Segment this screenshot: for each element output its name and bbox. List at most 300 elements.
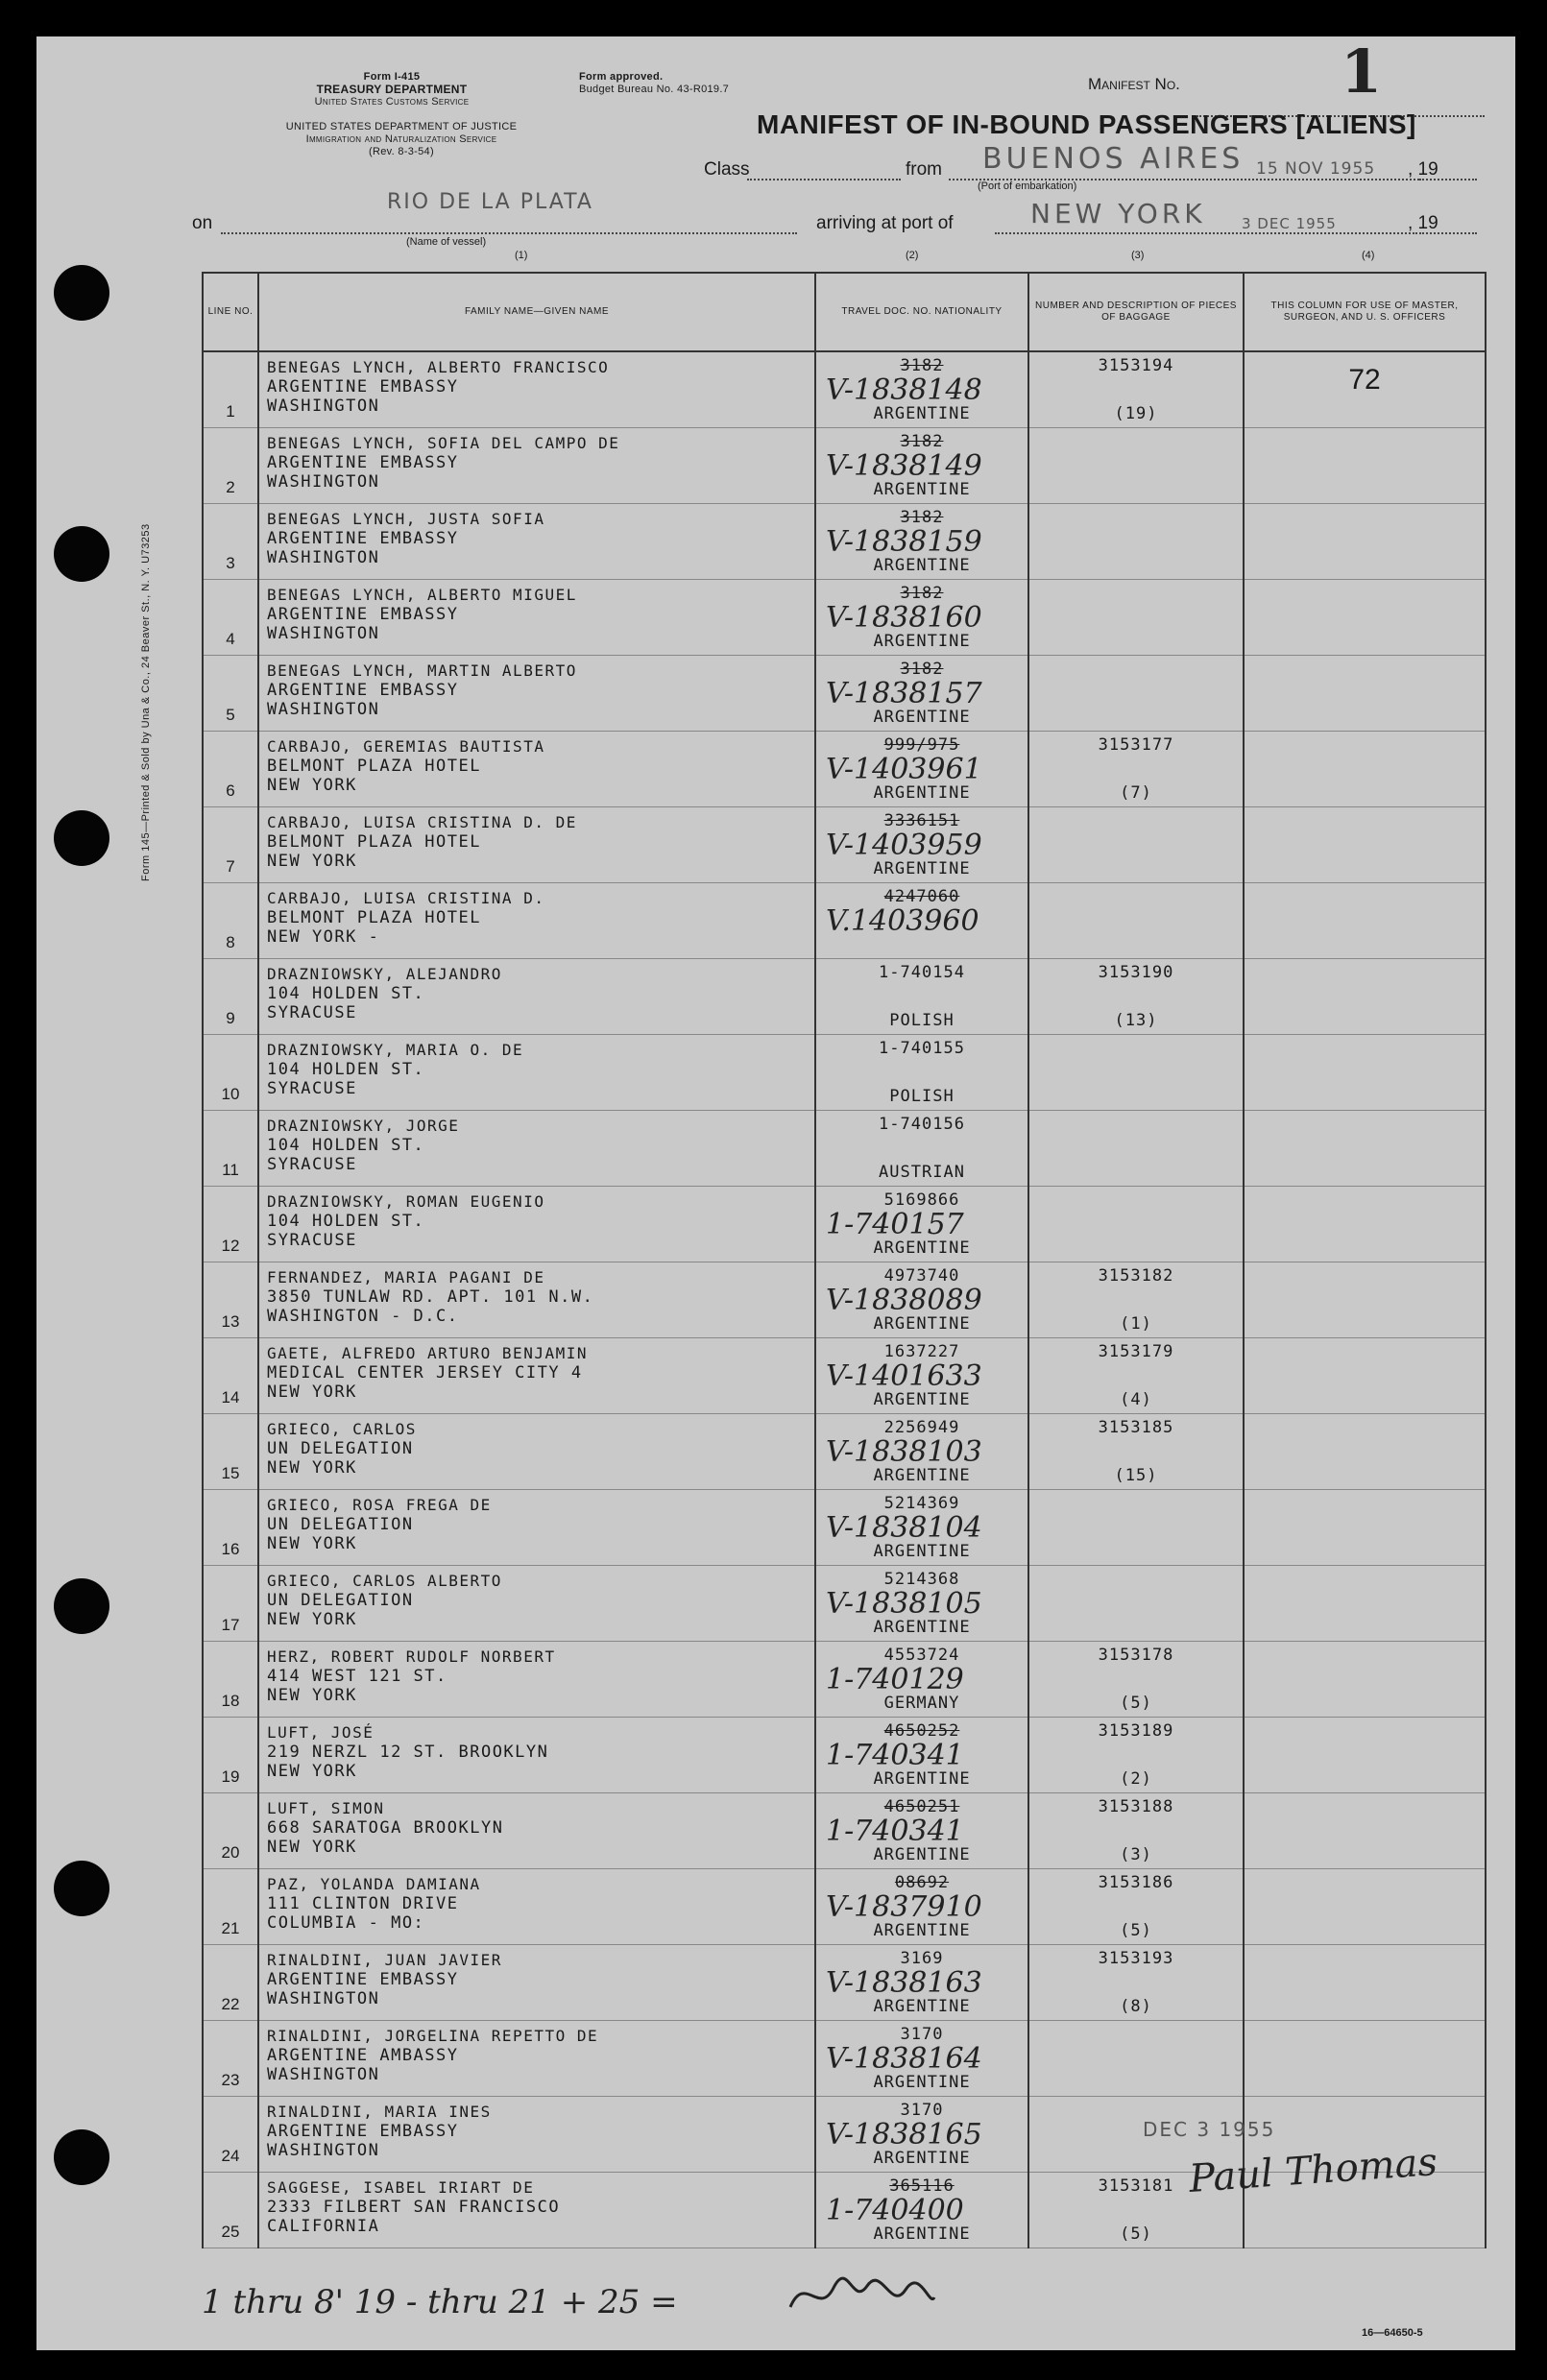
address-line-2: NEW YORK: [267, 1685, 357, 1705]
col-header-line-no: LINE NO.: [203, 273, 258, 351]
nationality: GERMANY: [883, 1693, 960, 1713]
manifest-no-value: 1: [1341, 36, 1383, 107]
baggage-cell: [1028, 503, 1244, 579]
name-cell: [258, 2172, 815, 2248]
travel-doc-cell: [815, 351, 1028, 427]
travel-doc-number: 08692: [894, 1872, 950, 1892]
baggage-number: 3153194: [1098, 356, 1174, 375]
baggage-cell: [1028, 1792, 1244, 1868]
baggage-number: 3153178: [1098, 1645, 1174, 1665]
visa-number-handwritten: 1-740400: [826, 2193, 964, 2227]
visa-number-handwritten: V-1838104: [826, 1510, 982, 1545]
address-line-1: ARGENTINE EMBASSY: [267, 1969, 459, 1989]
line-number-cell: [203, 503, 258, 579]
travel-doc-number: 1-740155: [879, 1038, 965, 1058]
officer-cell: [1244, 882, 1486, 958]
address-line-2: WASHINGTON: [267, 623, 380, 643]
baggage-cell: [1028, 1262, 1244, 1337]
baggage-cell: [1028, 1641, 1244, 1717]
name-cell: [258, 1641, 815, 1717]
address-line-2: WASHINGTON: [267, 2140, 380, 2160]
address-line-2: WASHINGTON: [267, 2064, 380, 2084]
line-number: 1: [226, 401, 235, 421]
line-number: 4: [226, 629, 235, 648]
baggage-cell: [1028, 1034, 1244, 1110]
vessel-line: [221, 232, 797, 234]
address-line-2: COLUMBIA - MO:: [267, 1912, 425, 1933]
travel-doc-cell: [815, 2172, 1028, 2248]
budget-bureau: Budget Bureau No. 43-R019.7: [579, 84, 730, 95]
travel-doc-number: 3182: [900, 431, 944, 451]
address-line-1: ARGENTINE EMBASSY: [267, 680, 459, 700]
baggage-cell: [1028, 1944, 1244, 2020]
col-number-3: (3): [1131, 250, 1145, 261]
visa-number-handwritten: 1-740341: [826, 1814, 964, 1848]
baggage-cell: [1028, 1868, 1244, 1944]
travel-doc-cell: [815, 882, 1028, 958]
name-cell: [258, 806, 815, 882]
nationality: ARGENTINE: [873, 1541, 971, 1561]
officer-cell: [1244, 731, 1486, 806]
nationality: ARGENTINE: [873, 1389, 971, 1409]
table-row: [203, 1717, 1486, 1792]
officer-cell: [1244, 1262, 1486, 1337]
baggage-cell: [1028, 579, 1244, 655]
nationality: ARGENTINE: [873, 555, 971, 575]
baggage-count: (8): [1120, 1996, 1152, 2016]
col-header-baggage: NUMBER AND DESCRIPTION OF PIECES OF BAGGAGE: [1028, 273, 1244, 351]
address-line-1: 111 CLINTON DRIVE: [267, 1893, 459, 1913]
baggage-number: 3153188: [1098, 1796, 1174, 1816]
line-number: 17: [221, 1615, 240, 1634]
baggage-number: 3153179: [1098, 1341, 1174, 1361]
address-line-1: ARGENTINE AMBASSY: [267, 2045, 459, 2065]
baggage-count: (15): [1114, 1465, 1158, 1485]
travel-doc-cell: [815, 1413, 1028, 1489]
line-number-cell: [203, 958, 258, 1034]
baggage-count: (5): [1120, 1920, 1152, 1940]
passenger-name: PAZ, YOLANDA DAMIANA: [267, 1874, 481, 1893]
table-row: [203, 1413, 1486, 1489]
baggage-cell: [1028, 1186, 1244, 1262]
table-row: [203, 1262, 1486, 1337]
passenger-name: GRIECO, CARLOS: [267, 1419, 417, 1438]
address-line-2: SYRACUSE: [267, 1078, 357, 1098]
address-line-2: SYRACUSE: [267, 1154, 357, 1174]
visa-number-handwritten: V-1838164: [826, 2041, 982, 2076]
address-line-1: 104 HOLDEN ST.: [267, 1211, 425, 1231]
col-number-4: (4): [1362, 250, 1375, 261]
name-cell: [258, 1565, 815, 1641]
travel-doc-number: 3169: [900, 1948, 944, 1968]
travel-doc-number: 4650251: [883, 1796, 960, 1816]
baggage-cell: [1028, 2020, 1244, 2096]
address-line-1: 414 WEST 121 ST.: [267, 1666, 447, 1686]
table-row: [203, 579, 1486, 655]
line-number-cell: [203, 1186, 258, 1262]
travel-doc-cell: [815, 1868, 1028, 1944]
line-number-cell: [203, 1717, 258, 1792]
travel-doc-cell: [815, 1186, 1028, 1262]
baggage-count: (13): [1114, 1010, 1158, 1030]
travel-doc-number: 999/975: [883, 734, 960, 755]
address-line-1: UN DELEGATION: [267, 1438, 414, 1458]
col-header-officers: THIS COLUMN FOR USE OF MASTER, SURGEON, AND U. S. OFFICERS: [1244, 273, 1486, 351]
baggage-count: (4): [1120, 1389, 1152, 1409]
visa-number-handwritten: 1-740157: [826, 1207, 964, 1241]
visa-number-handwritten: V-1401633: [826, 1358, 982, 1393]
line-number: 12: [221, 1236, 240, 1255]
visa-number-handwritten: 1-740129: [826, 1662, 964, 1696]
from-label: from: [906, 159, 942, 180]
passenger-name: LUFT, JOSÉ: [267, 1722, 375, 1742]
line-number-cell: [203, 1337, 258, 1413]
officer-cell: [1244, 1034, 1486, 1110]
line-number: 24: [221, 2146, 240, 2165]
visa-number-handwritten: 1-740341: [826, 1738, 964, 1772]
col-number-1: (1): [515, 250, 528, 261]
form-number: Form I-415: [363, 71, 421, 83]
punch-hole: [54, 1861, 109, 1916]
col-header-name: FAMILY NAME—GIVEN NAME: [258, 273, 815, 351]
justice-dept: UNITED STATES DEPARTMENT OF JUSTICE: [285, 121, 518, 132]
line-number: 2: [226, 477, 235, 496]
from-year: , 19: [1408, 159, 1438, 180]
line-number: 19: [221, 1767, 240, 1786]
visa-number-handwritten: V-1838157: [826, 676, 982, 710]
officer-cell: [1244, 1337, 1486, 1413]
punch-hole: [54, 2129, 109, 2185]
address-line-2: WASHINGTON: [267, 1988, 380, 2008]
address-line-2: NEW YORK: [267, 851, 357, 871]
travel-doc-cell: [815, 2096, 1028, 2172]
passenger-name: BENEGAS LYNCH, ALBERTO MIGUEL: [267, 585, 577, 604]
line-number: 14: [221, 1387, 240, 1406]
address-line-1: 668 SARATOGA BROOKLYN: [267, 1817, 504, 1838]
address-line-1: ARGENTINE EMBASSY: [267, 604, 459, 624]
travel-doc-cell: [815, 958, 1028, 1034]
baggage-cell: [1028, 1489, 1244, 1565]
nationality: POLISH: [889, 1010, 955, 1030]
travel-doc-cell: [815, 1565, 1028, 1641]
ins-service: Immigration and Naturalization Service: [305, 133, 497, 145]
visa-number-handwritten: V-1838149: [826, 448, 982, 483]
travel-doc-cell: [815, 1944, 1028, 2020]
line-number-cell: [203, 731, 258, 806]
line-number-cell: [203, 351, 258, 427]
arrival-line: [995, 232, 1417, 234]
travel-doc-number: 4247060: [883, 886, 960, 906]
department: TREASURY DEPARTMENT: [316, 83, 468, 96]
line-number-cell: [203, 1641, 258, 1717]
address-line-1: 104 HOLDEN ST.: [267, 1059, 425, 1079]
embarkation-port: BUENOS AIRES: [982, 142, 1245, 176]
address-line-2: WASHINGTON: [267, 471, 380, 492]
name-cell: [258, 2096, 815, 2172]
travel-doc-cell: [815, 1262, 1028, 1337]
visa-number-handwritten: V-1838103: [826, 1434, 982, 1469]
address-line-1: 219 NERZL 12 ST. BROOKLYN: [267, 1742, 549, 1762]
line-number: 22: [221, 1994, 240, 2013]
inspector-signature: Paul Thomas: [1187, 2140, 1439, 2201]
line-number: 15: [221, 1463, 240, 1482]
line-number: 10: [221, 1084, 240, 1103]
passenger-name: RINALDINI, JUAN JAVIER: [267, 1950, 502, 1969]
nationality: ARGENTINE: [873, 2148, 971, 2168]
baggage-count: (2): [1120, 1768, 1152, 1789]
passenger-name: GRIECO, ROSA FREGA DE: [267, 1495, 492, 1514]
baggage-count: (19): [1114, 403, 1158, 423]
passenger-name: DRAZNIOWSKY, ROMAN EUGENIO: [267, 1191, 545, 1211]
travel-doc-number: 2256949: [883, 1417, 960, 1437]
travel-doc-number: 4650252: [883, 1720, 960, 1741]
on-label: on: [192, 213, 213, 233]
travel-doc-number: 3182: [900, 356, 944, 375]
table-row: [203, 806, 1486, 882]
visa-number-handwritten: V-1838148: [826, 373, 982, 407]
address-line-2: NEW YORK: [267, 1382, 357, 1402]
name-cell: [258, 1110, 815, 1186]
travel-doc-number: 1637227: [883, 1341, 960, 1361]
baggage-cell: [1028, 1337, 1244, 1413]
col-number-2: (2): [906, 250, 919, 261]
passenger-name: GAETE, ALFREDO ARTURO BENJAMIN: [267, 1343, 588, 1362]
travel-doc-number: 5214368: [883, 1569, 960, 1589]
table-row: [203, 1944, 1486, 2020]
form-approved: Form approved.: [579, 71, 664, 83]
address-line-2: NEW YORK: [267, 1609, 357, 1629]
travel-doc-number: 3182: [900, 583, 944, 603]
travel-doc-cell: [815, 1717, 1028, 1792]
officer-cell: [1244, 427, 1486, 503]
line-number: 20: [221, 1842, 240, 1862]
travel-doc-cell: [815, 1641, 1028, 1717]
name-cell: [258, 1944, 815, 2020]
line-number-cell: [203, 2096, 258, 2172]
vessel-name: RIO DE LA PLATA: [387, 190, 593, 214]
nationality: ARGENTINE: [873, 1238, 971, 1258]
line-number: 18: [221, 1691, 240, 1710]
name-cell: [258, 1792, 815, 1868]
nationality: ARGENTINE: [873, 858, 971, 878]
line-number-cell: [203, 427, 258, 503]
passenger-name: CARBAJO, LUISA CRISTINA D.: [267, 888, 545, 907]
travel-doc-number: 1-740154: [879, 962, 965, 982]
address-line-1: 104 HOLDEN ST.: [267, 1135, 425, 1155]
col-header-travel-doc: TRAVEL DOC. NO. NATIONALITY: [815, 273, 1028, 351]
name-cell: [258, 1489, 815, 1565]
officer-cell: [1244, 503, 1486, 579]
table-row: [203, 2020, 1486, 2096]
class-label: Class: [704, 159, 750, 180]
nationality: AUSTRIAN: [879, 1162, 965, 1182]
name-cell: [258, 427, 815, 503]
travel-doc-cell: [815, 579, 1028, 655]
name-cell: [258, 1186, 815, 1262]
travel-doc-number: 365116: [889, 2176, 955, 2196]
address-line-2: CALIFORNIA: [267, 2216, 380, 2236]
address-line-2: SYRACUSE: [267, 1230, 357, 1250]
footer-tally-note: 1 thru 8' 19 - thru 21 + 25 =: [202, 2283, 678, 2321]
line-number-cell: [203, 1868, 258, 1944]
travel-doc-number: 4973740: [883, 1265, 960, 1286]
line-number-cell: [203, 1944, 258, 2020]
table-row: [203, 1868, 1486, 1944]
form-revision: (Rev. 8-3-54): [369, 146, 434, 157]
inspection-date-stamp: DEC 3 1955: [1143, 2118, 1276, 2141]
name-cell: [258, 1262, 815, 1337]
travel-doc-cell: [815, 1034, 1028, 1110]
address-line-1: MEDICAL CENTER JERSEY CITY 4: [267, 1362, 583, 1382]
baggage-number: 3153186: [1098, 1872, 1174, 1892]
form-id-block: [248, 71, 536, 108]
baggage-cell: [1028, 655, 1244, 731]
baggage-count: (3): [1120, 1844, 1152, 1864]
address-line-1: BELMONT PLAZA HOTEL: [267, 907, 481, 927]
name-cell: [258, 579, 815, 655]
line-number-cell: [203, 882, 258, 958]
table-row: [203, 351, 1486, 427]
table-row: [203, 1186, 1486, 1262]
address-line-2: WASHINGTON: [267, 547, 380, 567]
baggage-cell: [1028, 351, 1244, 427]
arriving-label: arriving at port of: [816, 213, 954, 233]
officer-note: 72: [1348, 364, 1381, 396]
line-number: 23: [221, 2070, 240, 2089]
address-line-2: NEW YORK: [267, 1761, 357, 1781]
address-line-2: NEW YORK -: [267, 926, 380, 947]
name-cell: [258, 655, 815, 731]
baggage-number: 3153181: [1098, 2176, 1174, 2196]
nationality: ARGENTINE: [873, 403, 971, 423]
baggage-number: 3153177: [1098, 734, 1174, 755]
passenger-name: DRAZNIOWSKY, ALEJANDRO: [267, 964, 502, 983]
passenger-name: CARBAJO, LUISA CRISTINA D. DE: [267, 812, 577, 831]
passenger-name: BENEGAS LYNCH, SOFIA DEL CAMPO DE: [267, 433, 620, 452]
baggage-cell: [1028, 1413, 1244, 1489]
officer-cell: [1244, 1413, 1486, 1489]
officer-cell: [1244, 1792, 1486, 1868]
baggage-cell: [1028, 882, 1244, 958]
line-number: 5: [226, 705, 235, 724]
baggage-cell: [1028, 806, 1244, 882]
visa-number-handwritten: V-1403959: [826, 828, 982, 862]
travel-doc-cell: [815, 427, 1028, 503]
line-number: 8: [226, 932, 235, 951]
baggage-count: (5): [1120, 2224, 1152, 2244]
line-number-cell: [203, 2172, 258, 2248]
officer-cell: [1244, 655, 1486, 731]
travel-doc-cell: [815, 1792, 1028, 1868]
travel-doc-cell: [815, 655, 1028, 731]
table-row: [203, 1641, 1486, 1717]
catalog-number: 16—64650-5: [1362, 2327, 1423, 2339]
visa-number-handwritten: V-1838165: [826, 2117, 982, 2152]
officer-cell: [1244, 579, 1486, 655]
line-number-cell: [203, 1792, 258, 1868]
line-number-cell: [203, 579, 258, 655]
punch-hole: [54, 1578, 109, 1634]
officer-cell: [1244, 1717, 1486, 1792]
travel-doc-number: 3182: [900, 507, 944, 527]
name-cell: [258, 882, 815, 958]
arrival-year: , 19: [1408, 213, 1438, 233]
punch-hole: [54, 526, 109, 582]
nationality: ARGENTINE: [873, 1313, 971, 1334]
address-line-2: WASHINGTON - D.C.: [267, 1306, 459, 1326]
justice-block: [190, 121, 613, 158]
baggage-cell: [1028, 1717, 1244, 1792]
visa-number-handwritten: V-1838159: [826, 524, 982, 559]
baggage-number: 3153189: [1098, 1720, 1174, 1741]
line-number-cell: [203, 1034, 258, 1110]
visa-number-handwritten: V.1403960: [826, 903, 979, 938]
address-line-1: UN DELEGATION: [267, 1514, 414, 1534]
bureau: United States Customs Service: [314, 96, 470, 108]
address-line-1: UN DELEGATION: [267, 1590, 414, 1610]
embarkation-caption: (Port of embarkation): [978, 180, 1077, 192]
address-line-2: WASHINGTON: [267, 699, 380, 719]
printer-imprint: Form 145—Printed & Sold by Una & Co., 24 Beaver St., N. Y. U73253: [140, 523, 152, 881]
punch-hole: [54, 810, 109, 866]
table-row: [203, 1565, 1486, 1641]
table-row: [203, 503, 1486, 579]
line-number: 3: [226, 553, 235, 572]
officer-cell: [1244, 1868, 1486, 1944]
passenger-name: RINALDINI, JORGELINA REPETTO DE: [267, 2026, 599, 2045]
line-number-cell: [203, 1110, 258, 1186]
travel-doc-number: 3170: [900, 2100, 944, 2120]
address-line-2: NEW YORK: [267, 1533, 357, 1553]
officer-cell: [1244, 1944, 1486, 2020]
nationality: ARGENTINE: [873, 479, 971, 499]
baggage-cell: [1028, 1110, 1244, 1186]
arrival-port: NEW YORK: [1030, 198, 1206, 229]
nationality: ARGENTINE: [873, 1465, 971, 1485]
name-cell: [258, 503, 815, 579]
nationality: ARGENTINE: [873, 1920, 971, 1940]
line-number: 13: [221, 1311, 240, 1331]
line-number: 16: [221, 1539, 240, 1558]
nationality: ARGENTINE: [873, 707, 971, 727]
passenger-table: [202, 272, 1487, 2248]
from-year-line: [1419, 179, 1477, 180]
line-number: 7: [226, 856, 235, 876]
passenger-name: DRAZNIOWSKY, JORGE: [267, 1116, 460, 1135]
passenger-name: CARBAJO, GEREMIAS BAUTISTA: [267, 736, 545, 756]
address-line-1: 3850 TUNLAW RD. APT. 101 N.W.: [267, 1286, 594, 1307]
passenger-name: LUFT, SIMON: [267, 1798, 385, 1817]
travel-doc-cell: [815, 1337, 1028, 1413]
baggage-cell: [1028, 958, 1244, 1034]
address-line-2: NEW YORK: [267, 1837, 357, 1857]
footer-initials: [786, 2269, 939, 2332]
address-line-2: NEW YORK: [267, 775, 357, 795]
vessel-caption: (Name of vessel): [406, 236, 487, 248]
passenger-name: BENEGAS LYNCH, JUSTA SOFIA: [267, 509, 545, 528]
manifest-sheet: [36, 36, 1515, 2350]
travel-doc-cell: [815, 806, 1028, 882]
officer-cell: [1244, 1186, 1486, 1262]
name-cell: [258, 1868, 815, 1944]
officer-cell: [1244, 1110, 1486, 1186]
manifest-title: MANIFEST OF IN-BOUND PASSENGERS [ALIENS]: [757, 109, 1416, 139]
line-number-cell: [203, 655, 258, 731]
name-cell: [258, 958, 815, 1034]
line-number: 9: [226, 1008, 235, 1027]
nationality: POLISH: [889, 1086, 955, 1106]
nationality: ARGENTINE: [873, 2224, 971, 2244]
